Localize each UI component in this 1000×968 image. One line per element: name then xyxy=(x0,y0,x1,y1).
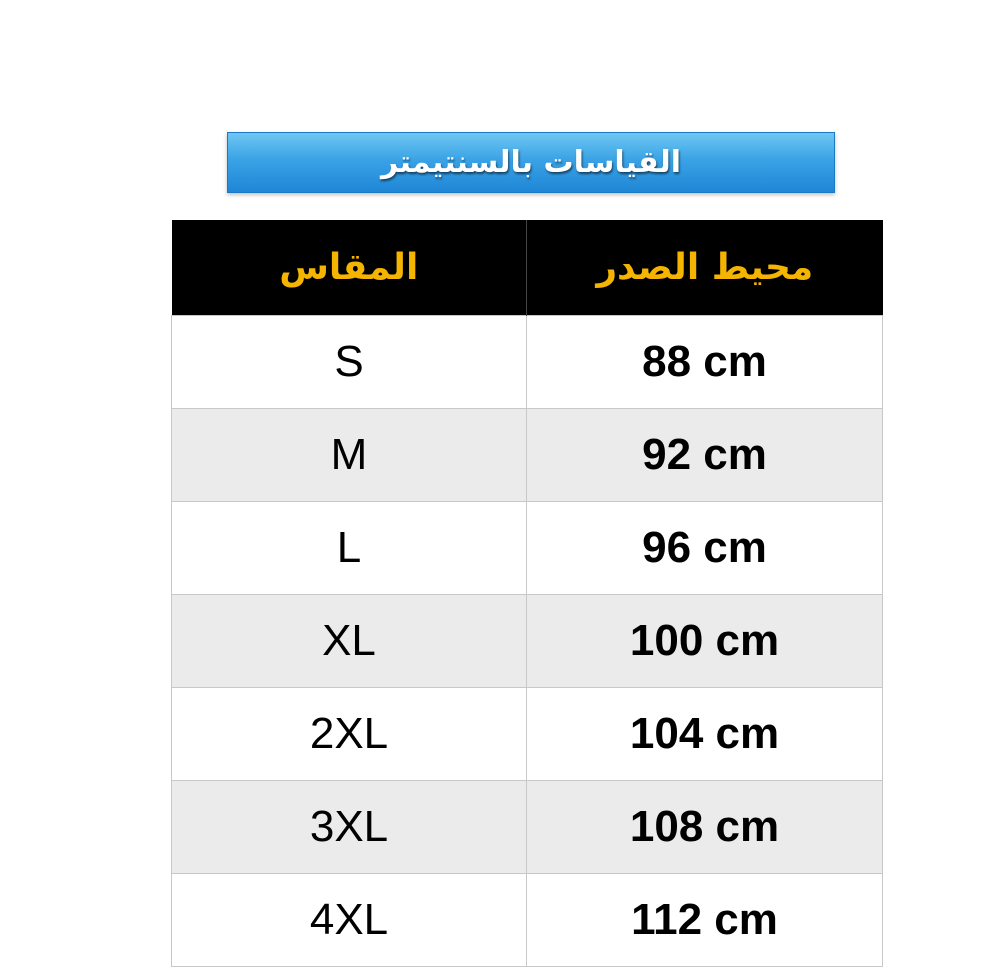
chest-cell: 112 cm xyxy=(527,874,883,967)
table-row xyxy=(172,316,883,409)
table-row xyxy=(172,781,883,874)
chest-cell: 104 cm xyxy=(527,688,883,781)
chest-column-header: محيط الصدر xyxy=(527,220,883,316)
size-chart-table xyxy=(171,220,883,967)
chest-cell: 88 cm xyxy=(527,316,883,409)
chest-cell: 100 cm xyxy=(527,595,883,688)
size-cell: 2XL xyxy=(172,688,527,781)
table-header-row xyxy=(172,220,883,316)
size-cell: L xyxy=(172,502,527,595)
size-cell: 4XL xyxy=(172,874,527,967)
page-title-banner xyxy=(227,132,835,193)
chest-cell: 108 cm xyxy=(527,781,883,874)
size-column-header: المقاس xyxy=(172,220,527,316)
size-cell: M xyxy=(172,409,527,502)
table-row xyxy=(172,595,883,688)
size-cell: XL xyxy=(172,595,527,688)
page-title: القياسات بالسنتيمتر xyxy=(380,145,682,180)
table-row xyxy=(172,502,883,595)
chest-cell: 92 cm xyxy=(527,409,883,502)
size-cell: 3XL xyxy=(172,781,527,874)
table-row xyxy=(172,874,883,967)
table-row xyxy=(172,688,883,781)
size-cell: S xyxy=(172,316,527,409)
table-row xyxy=(172,409,883,502)
chest-cell: 96 cm xyxy=(527,502,883,595)
